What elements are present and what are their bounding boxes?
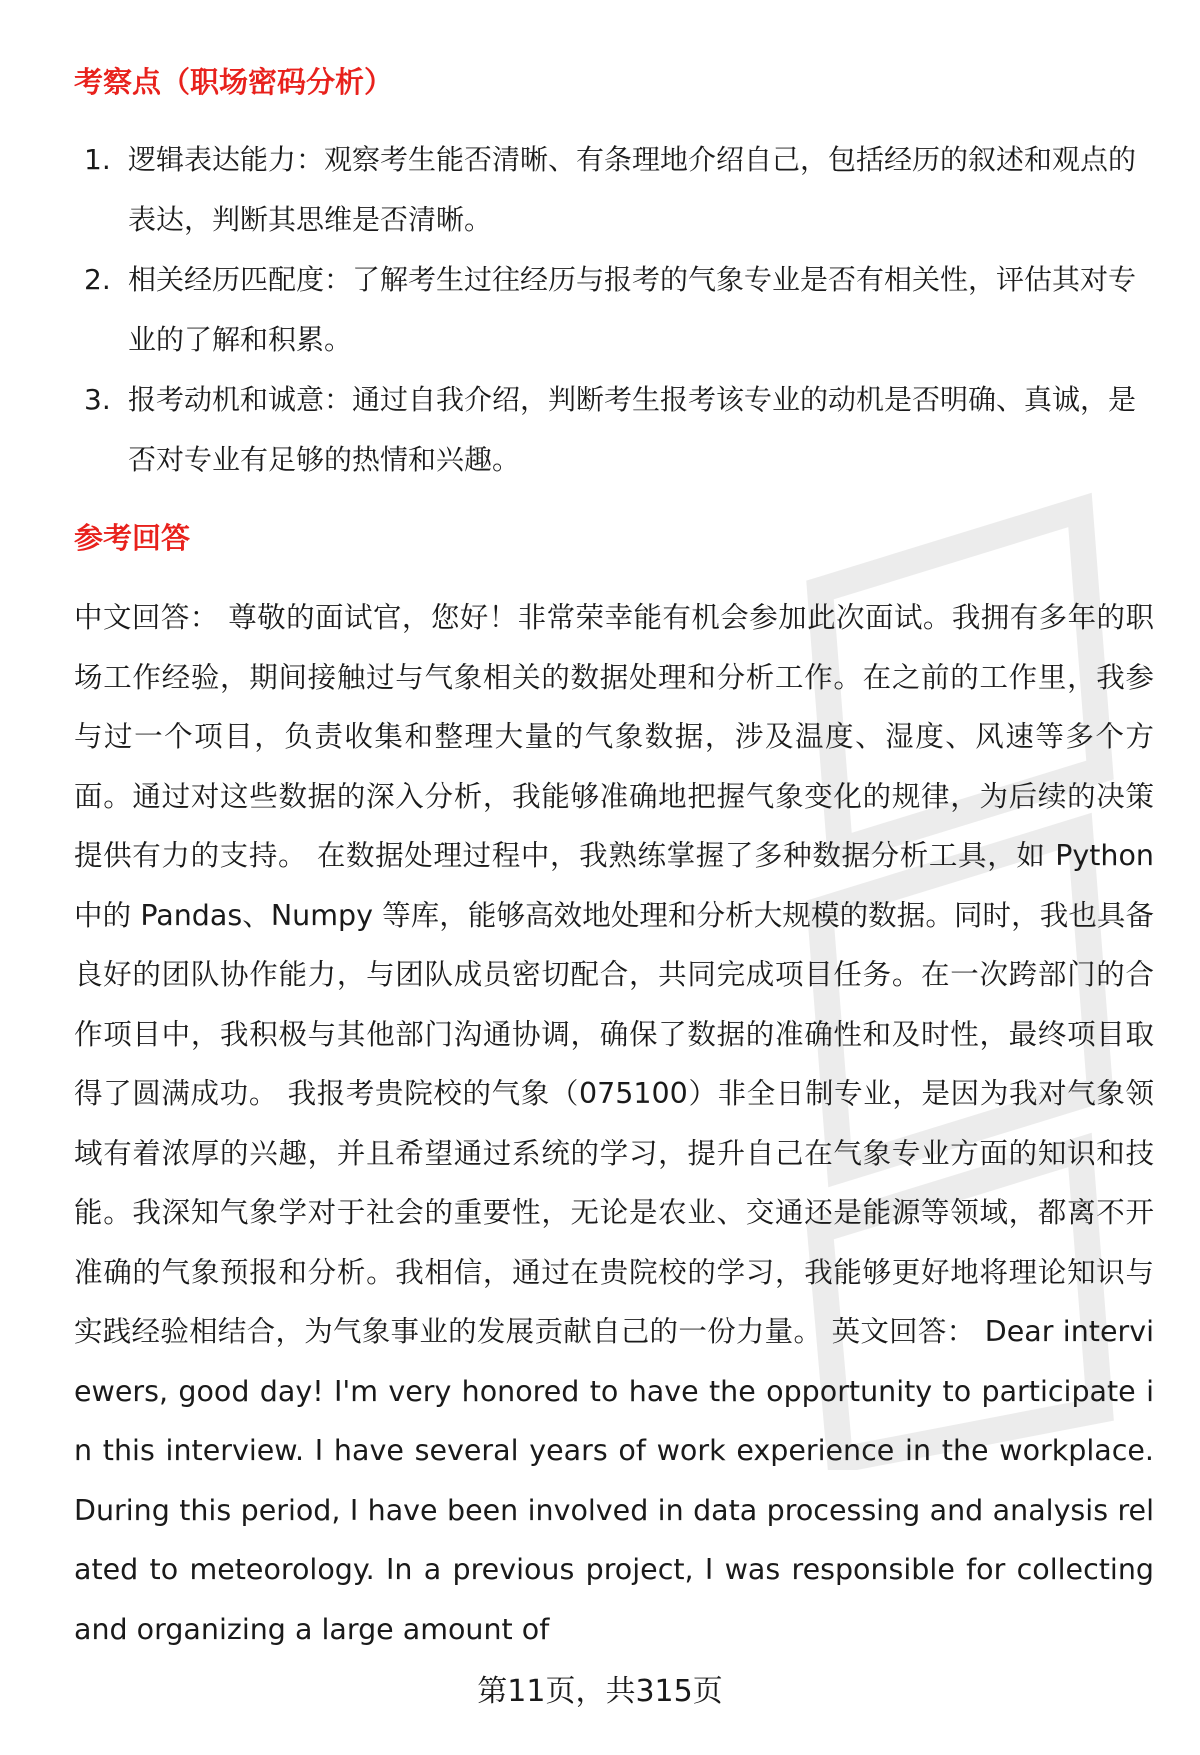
assessment-heading: 考察点（职场密码分析）	[74, 65, 394, 99]
page-number-footer: 第11页，共315页	[477, 1674, 723, 1709]
assessment-points-list	[74, 130, 1154, 490]
list-item	[74, 250, 1154, 370]
list-item-text: 报考动机和诚意：通过自我介绍，判断考生报考该专业的动机是否明确、真诚，是否对专业有足够的热情和兴趣。	[128, 383, 1137, 476]
reference-answer-heading: 参考回答	[74, 521, 191, 555]
document-content	[74, 52, 1154, 1688]
answer-paragraph: 中文回答： 尊敬的面试官，您好！非常荣幸能有机会参加此次面试。我拥有多年的职场工作经验，期间接触过与气象相关的数据处理和分析工作。在之前的工作里，我参与过一个项目，负责收集和整理大量的气象数据，涉及温度、湿度、风速等多个方面。通过对这些数据的深入分析，我能够准确地把握气象变化的规律，为后续的决策提供有力的支持。 在数据处理过程中，我熟练掌握了多种数据分析工具，如 Python 中的 Pandas、Numpy 等库，能够高效地处理和分析大规模的数据。同时，我也具备良好的团队协作能力，与团队成员密切配合，共同完成项目任务。在一次跨部门的合作项目中，我积极与其他部门沟通协调，确保了数据的准确性和及时性，最终项目取得了圆满成功。 我报考贵院校的气象（075100）非全日制专业，是因为我对气象领域有着浓厚的兴趣，并且希望通过系统的学习，提升自己在气象专业方面的知识和技能。我深知气象学对于社会的重要性，无论是农业、交通还是能源等领域，都离不开准确的气象预报和分析。我相信，通过在贵院校的学习，我能够更好地将理论知识与实践经验相结合，为气象事业的发展贡献自己的一份力量。 英文回答： Dear interviewers, good day! I'm very honored to have the opportunity to participate in this interview. I have several years of work experience in the workplace. During this period, I have been involved in data processing and analysis related to meteorology. In a previous project, I was responsible for collecting and organizing a large amount of	[74, 601, 1154, 1646]
list-item-number: 2.	[84, 263, 111, 296]
list-item	[74, 130, 1154, 250]
list-item-number: 3.	[84, 383, 111, 416]
list-item	[74, 370, 1154, 490]
list-item-text: 相关经历匹配度：了解考生过往经历与报考的气象专业是否有相关性，评估其对专业的了解和积累。	[128, 263, 1137, 356]
list-item-text: 逻辑表达能力：观察考生能否清晰、有条理地介绍自己，包括经历的叙述和观点的表达，判断其思维是否清晰。	[128, 143, 1137, 236]
list-item-number: 1.	[84, 143, 111, 176]
